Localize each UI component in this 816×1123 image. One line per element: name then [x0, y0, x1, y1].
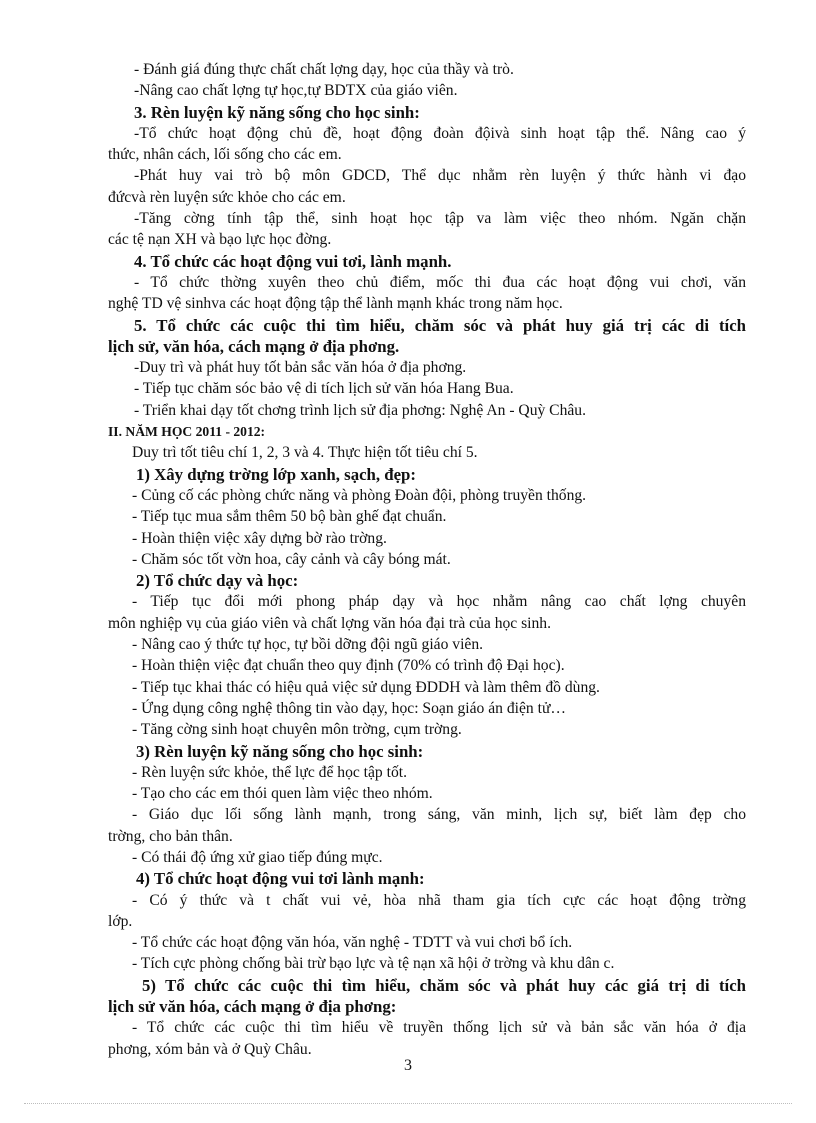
text-line: - Tổ chức các cuộc thi tìm hiểu về truyền thống lịch sử và bản sắc văn hóa ở địa	[132, 1019, 746, 1037]
page-number: 3	[404, 1057, 412, 1074]
text-line: thức, nhân cách, lối sống cho các em.	[108, 146, 342, 164]
text-line: -Nâng cao chất lợng tự học,tự BDTX của giáo viên.	[134, 82, 458, 100]
text-line: lớp.	[108, 912, 133, 930]
section-heading: 3) Rèn luyện kỹ năng sống cho học sinh:	[136, 741, 424, 761]
text-line: - Tiếp tục mua sắm thêm 50 bộ bàn ghế đạt chuẩn.	[132, 508, 447, 526]
text-line: -Phát huy vai trò bộ môn GDCD, Thể dục nhằm rèn luyện ý thức hành vi đạo	[134, 167, 746, 185]
text-line: - Tiếp tục đổi mới phong pháp dạy và học nhằm nâng cao chất lợng chuyên	[132, 593, 746, 611]
text-line: -Tăng cờng tính tập thể, sinh hoạt học tập va làm việc theo nhóm. Ngăn chặn	[134, 210, 746, 228]
text-line: các tệ nạn XH và bạo lực học đờng.	[108, 231, 332, 249]
text-line: -Duy trì và phát huy tốt bản sắc văn hóa ở địa phơng.	[134, 359, 467, 377]
section-heading: 4) Tổ chức hoạt động vui tơi lành mạnh:	[136, 869, 425, 889]
text-line: - Tạo cho các em thói quen làm việc theo nhóm.	[132, 785, 433, 803]
section-heading: 2) Tổ chức dạy và học:	[136, 571, 299, 591]
text-line: nghệ TD vệ sinhva các hoạt động tập thể lành mạnh khác trong năm học.	[108, 295, 563, 313]
section-heading: lịch sử văn hóa, cách mạng ở địa phơng:	[108, 997, 397, 1017]
text-line: - Ứng dụng công nghệ thông tin vào dạy, học: Soạn giáo án điện tử…	[132, 699, 566, 717]
text-line: - Giáo dục lối sống lành mạnh, trong sáng, văn minh, lịch sự, biết làm đẹp cho	[132, 806, 746, 824]
text-line: - Tổ chức các hoạt động văn hóa, văn nghệ - TDTT và vui chơi bổ ích.	[132, 934, 573, 952]
text-line: phơng, xóm bản và ở Quỳ Châu.	[108, 1040, 312, 1058]
text-line: - Rèn luyện sức khỏe, thể lực để học tập tốt.	[132, 763, 407, 781]
section-heading: 3. Rèn luyện kỹ năng sống cho học sinh:	[134, 102, 420, 122]
text-line: - Có ý thức và t chất vui vẻ, hòa nhã tham gia tích cực các hoạt động trờng	[132, 891, 746, 909]
text-line: - Hoàn thiện việc xây dựng bờ rào trờng.	[132, 529, 387, 547]
text-line: trờng, cho bản thân.	[108, 827, 233, 845]
document-body	[108, 59, 746, 1060]
text-line: - Tích cực phòng chống bài trừ bạo lực và tệ nạn xã hội ở trờng và khu dân c.	[132, 955, 615, 973]
text-line: - Nâng cao ý thức tự học, tự bồi dỡng đội ngũ giáo viên.	[132, 636, 484, 654]
text-line: - Triển khai dạy tốt chơng trình lịch sử địa phơng: Nghệ An - Quỳ Châu.	[134, 401, 586, 419]
text-line: môn nghiệp vụ của giáo viên và chất lợng văn hóa đại trà của học sinh.	[108, 614, 552, 632]
section-heading: 1) Xây dựng trờng lớp xanh, sạch, đẹp:	[136, 464, 416, 484]
text-line: - Đánh giá đúng thực chất chất lợng dạy, học của thầy và trò.	[134, 61, 514, 78]
section-heading: 4. Tổ chức các hoạt động vui tơi, lành mạnh.	[134, 251, 452, 271]
section-heading: lịch sử, văn hóa, cách mạng ở địa phơng.	[108, 336, 400, 356]
text-line: - Tiếp tục khai thác có hiệu quả việc sử dụng ĐDDH và làm thêm đồ dùng.	[132, 678, 600, 696]
text-line: - Có thái độ ứng xử giao tiếp đúng mực.	[132, 848, 383, 866]
text-line: -Tổ chức hoạt động chủ đề, hoạt động đoàn độivà sinh hoạt tập thể. Nâng cao ý	[134, 124, 746, 142]
page-bottom-rule	[24, 1103, 792, 1104]
section-heading: 5) Tổ chức các cuộc thi tìm hiểu, chăm sóc và phát huy các giá trị di tích	[142, 975, 746, 995]
text-line: Duy trì tốt tiêu chí 1, 2, 3 và 4. Thực hiện tốt tiêu chí 5.	[132, 444, 478, 462]
text-line: - Chăm sóc tốt vờn hoa, cây cảnh và cây bóng mát.	[132, 550, 451, 568]
section-heading: 5. Tổ chức các cuộc thi tìm hiểu, chăm sóc và phát huy giá trị các di tích	[134, 315, 746, 335]
year-heading: II. NĂM HỌC 2011 - 2012:	[108, 424, 266, 440]
text-line: - Tiếp tục chăm sóc bảo vệ di tích lịch sử văn hóa Hang Bua.	[134, 380, 514, 398]
text-line: - Tăng cờng sinh hoạt chuyên môn trờng, cụm trờng.	[132, 721, 462, 739]
text-line: - Củng cố các phòng chức năng và phòng Đoàn đội, phòng truyền thống.	[132, 486, 587, 504]
text-line: - Tổ chức thờng xuyên theo chủ điểm, mốc thi đua các hoạt động vui chơi, văn	[134, 273, 746, 291]
text-line: đứcvà rèn luyện sức khỏe cho các em.	[108, 188, 346, 206]
text-line: - Hoàn thiện việc đạt chuẩn theo quy định (70% có trình độ Đại học).	[132, 657, 565, 675]
